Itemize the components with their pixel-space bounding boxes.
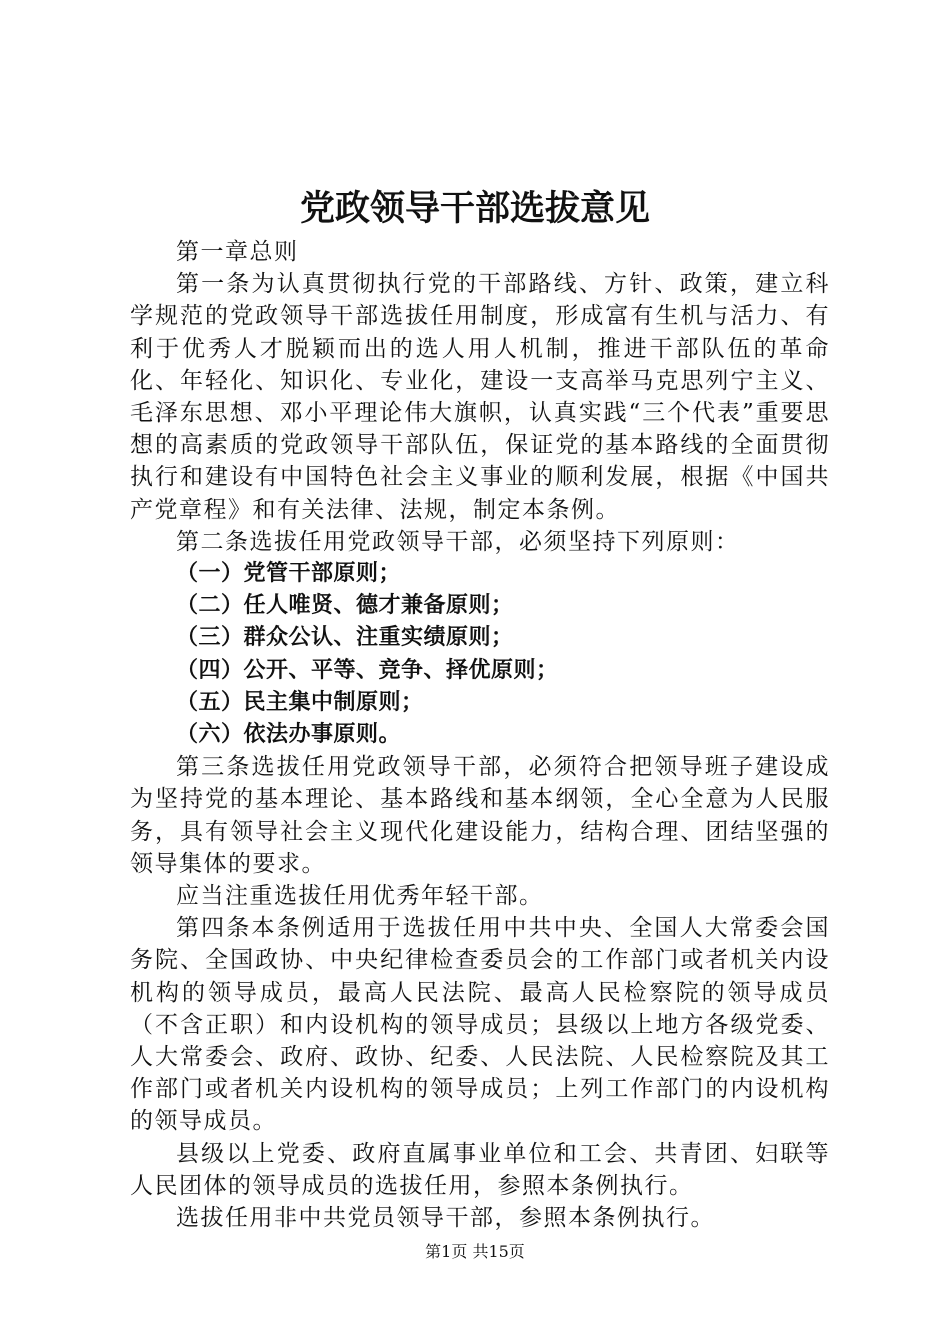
article-4: 第四条本条例适用于选拔任用中共中央、全国人大常委会国务院、全国政协、中央纪律检查委员会的工作部门或者机关内设机构的领导成员，最高人民法院、最高人民检察院的领导成员（不含正职）和内设机构的领导成员；县级以上地方各级党委、人大常委会、政府、政协、纪委、人民法院、人民检察院及其工作部门或者机关内设机构的领导成员；上列工作部门的内设机构的领导成员。 <box>130 915 830 1135</box>
principle-item: （三）群众公认、注重实绩原则； <box>176 625 514 651</box>
principle-item: （二）任人唯贤、德才兼备原则； <box>176 593 514 619</box>
principle-item: （五）民主集中制原则； <box>176 689 424 715</box>
article-2: 第二条选拔任用党政领导干部，必须坚持下列原则： <box>176 528 740 555</box>
page-number-footer: 第1页 共15页 <box>425 1242 525 1261</box>
article-4-note-2: 选拔任用非中共党员领导干部，参照本条例执行。 <box>176 1205 715 1232</box>
document-body <box>130 236 830 1234</box>
document-title: 党政领导干部选拔意见 <box>299 188 650 229</box>
article-4-note-1: 县级以上党委、政府直属事业单位和工会、共青团、妇联等人民团体的领导成员的选拔任用，参照本条例执行。 <box>130 1140 830 1199</box>
chapter-heading: 第一章总则 <box>176 239 299 265</box>
article-3-note: 应当注重选拔任用优秀年轻干部。 <box>176 883 544 910</box>
principle-item: （六）依法办事原则。 <box>176 722 402 748</box>
article-3: 第三条选拔任用党政领导干部，必须符合把领导班子建设成为坚持党的基本理论、基本路线和基本纲领，全心全意为人民服务，具有领导社会主义现代化建设能力，结构合理、团结坚强的领导集体的要求。 <box>130 754 830 877</box>
principle-item: （一）党管干部原则； <box>176 561 402 587</box>
article-1: 第一条为认真贯彻执行党的干部路线、方针、政策，建立科学规范的党政领导干部选拔任用制度，形成富有生机与活力、有利于优秀人才脱颖而出的选人用人机制，推进干部队伍的革命化、年轻化、知识化、专业化，建设一支高举马克思列宁主义、毛泽东思想、邓小平理论伟大旗帜，认真实践“三个代表”重要思想的高素质的党政领导干部队伍，保证党的基本路线的全面贯彻执行和建设有中国特色社会主义事业的顺利发展，根据《中国共产党章程》和有关法律、法规，制定本条例。 <box>130 271 830 523</box>
principle-item: （四）公开、平等、竞争、择优原则； <box>176 657 559 683</box>
